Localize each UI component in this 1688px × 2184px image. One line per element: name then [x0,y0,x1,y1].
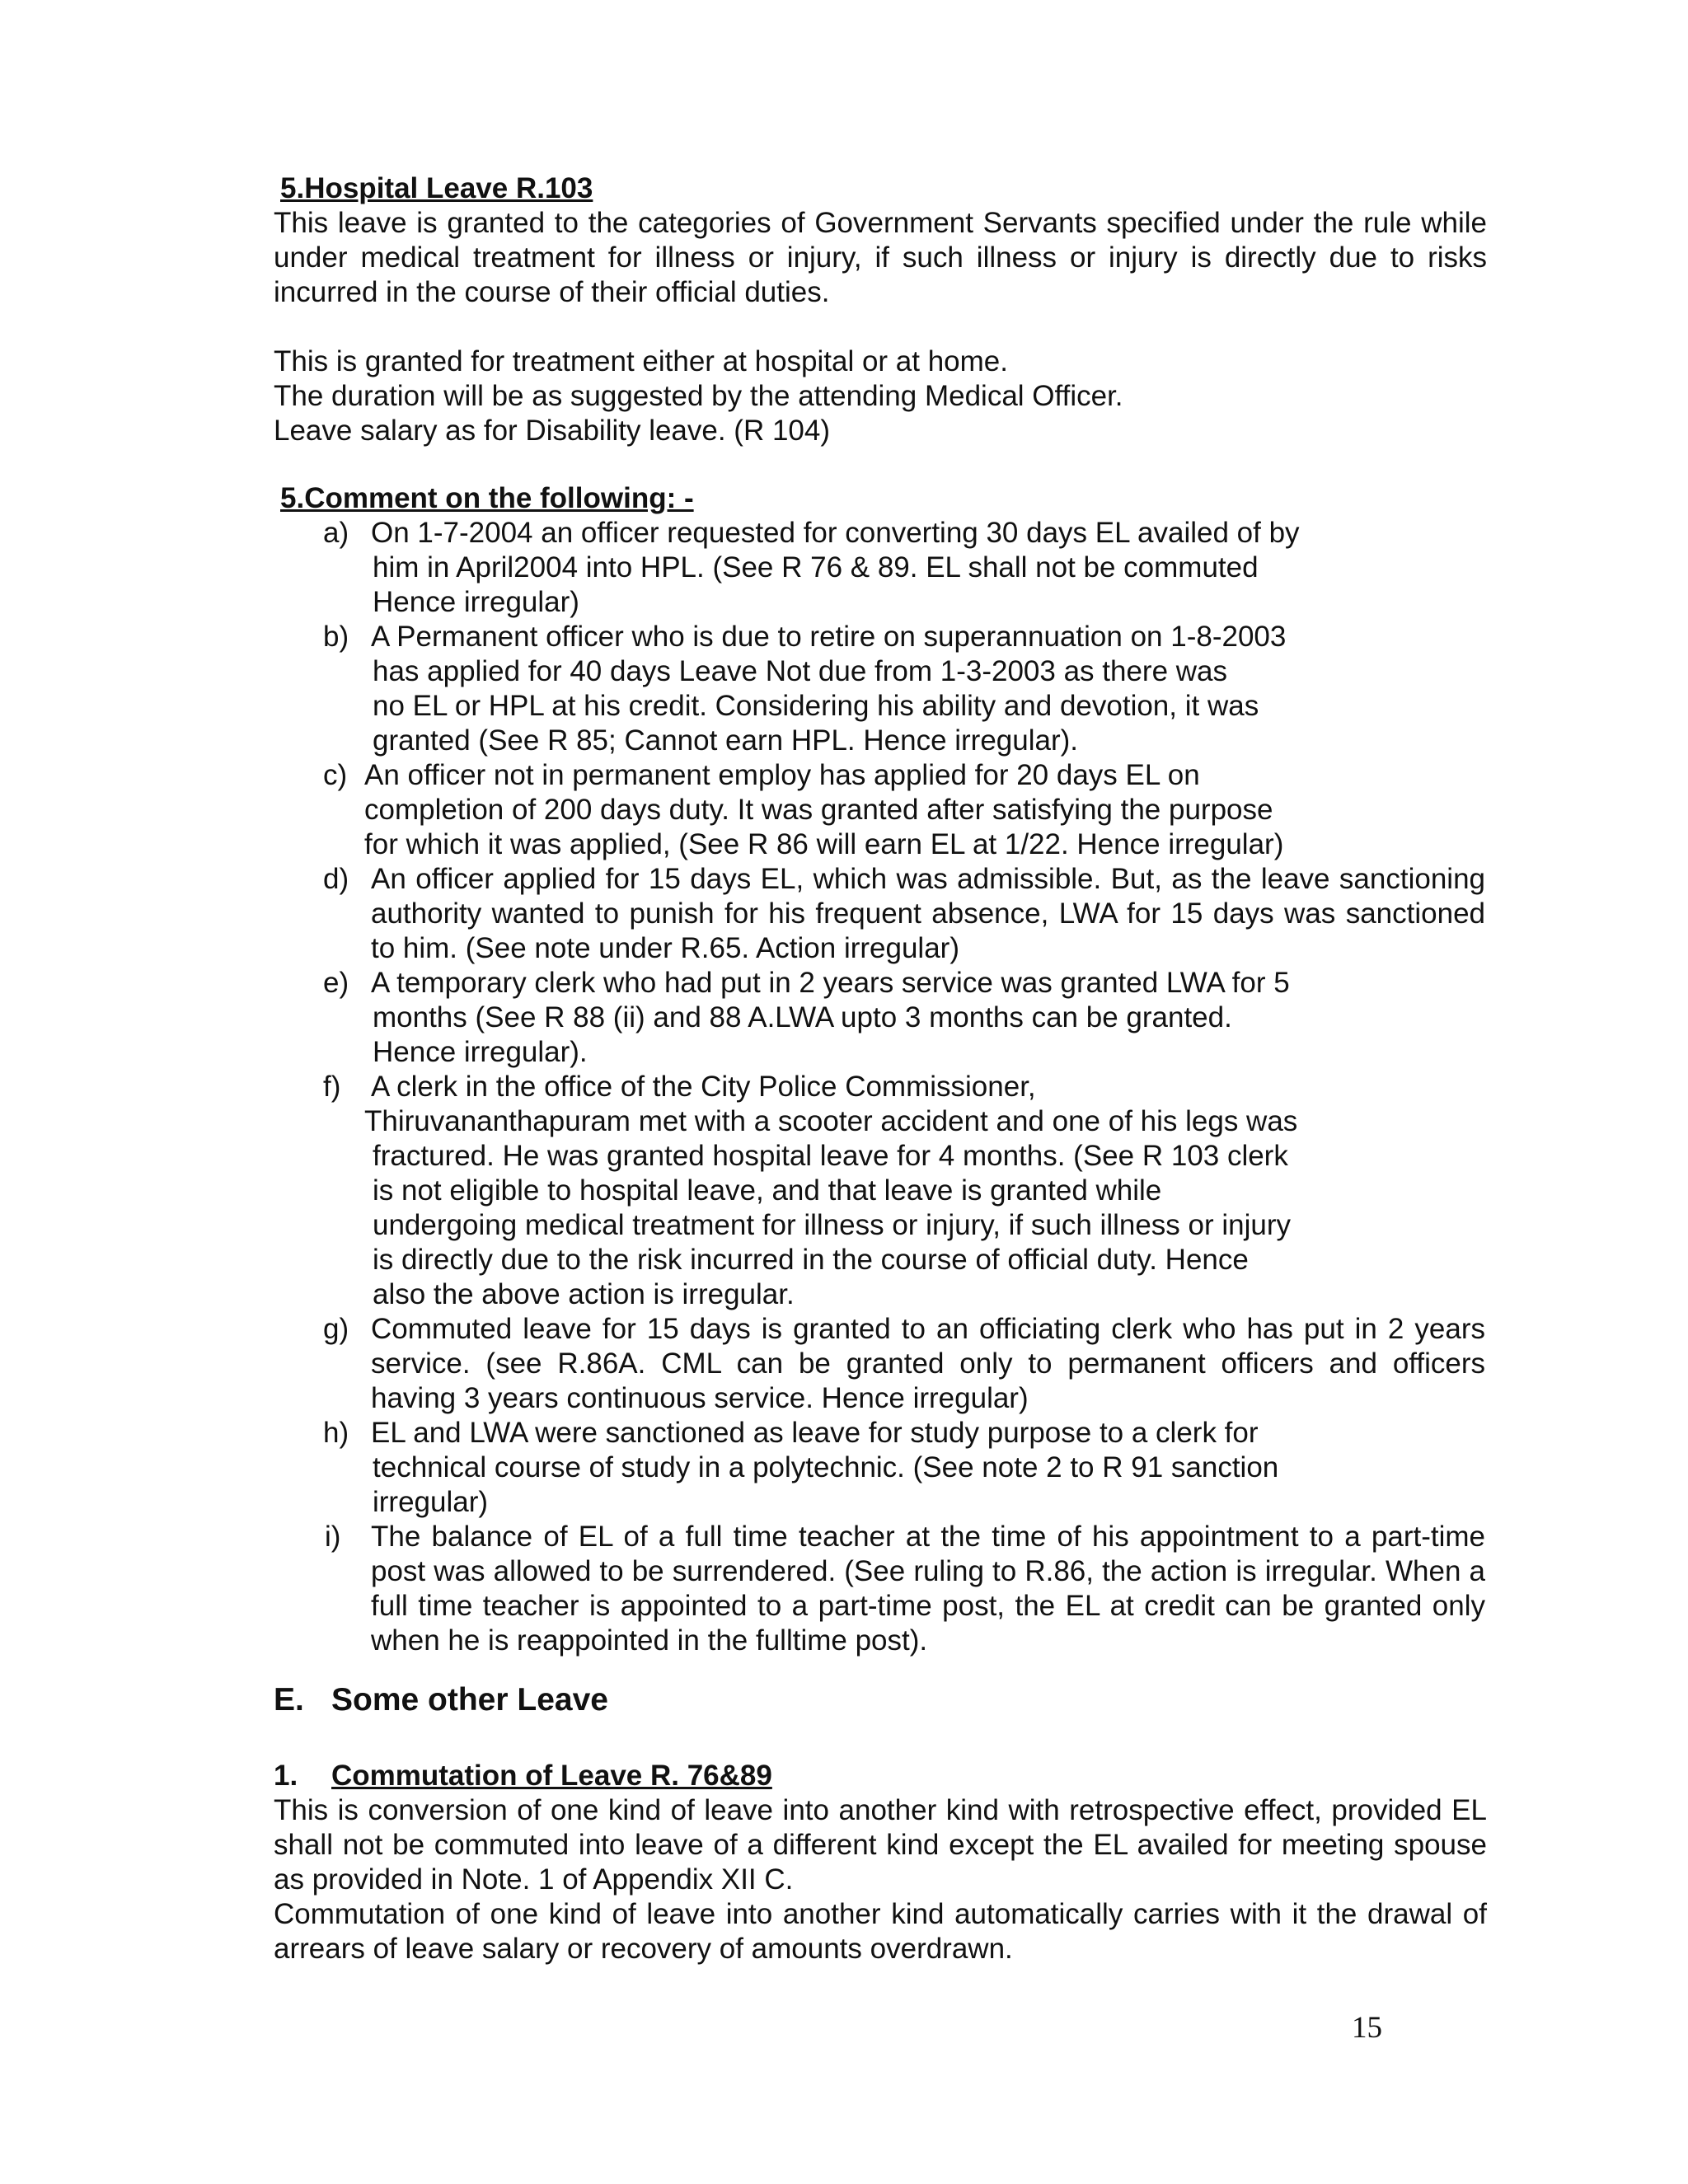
comment-item-line: also the above action is irregular. [373,1278,795,1310]
comment-item-line: technical course of study in a polytechnic. (See note 2 to R 91 sanction [373,1451,1279,1483]
commutation-title: Commutation of Leave R. 76&89 [331,1760,772,1792]
comment-item-line: has applied for 40 days Leave Not due from 1-3-2003 as there was [373,655,1228,687]
commutation-heading [274,1759,772,1793]
comment-item-line: is directly due to the risk incurred in the course of official duty. Hence [373,1244,1249,1276]
comment-item-text: The balance of EL of a full time teacher at the time of his appointment to a part-time post was allowed to be surrendered. (See ruling to R.86, the action is irregular. When a full time teacher is appointed to a part-time post, the EL at credit can be granted only when he is reappointed in the fulltime post). [371,1521,1485,1657]
hospital-leave-paragraph: This leave is granted to the categories of Government Servants specified under the rule while under medical treatment for illness or injury, if such illness or injury is directly due to risks incurred in the course of their official duties. [274,207,1487,308]
comment-item-text: An officer applied for 15 days EL, which was admissible. But, as the leave sanctioning authority wanted to punish for his frequent absence, LWA for 15 days was sanctioned to him. (See note under R.65. Action irregular) [371,863,1485,964]
comment-item-line: EL and LWA were sanctioned as leave for study purpose to a clerk for [371,1417,1259,1449]
comment-item-marker: e) [323,967,349,999]
comment-item-line: completion of 200 days duty. It was granted after satisfying the purpose [364,794,1273,826]
comment-item-marker: c) [323,759,348,791]
comment-item-line: him in April2004 into HPL. (See R 76 & 89. EL shall not be commuted [373,551,1259,583]
comment-item-line: A clerk in the office of the City Police Commissioner, [371,1071,1036,1103]
comment-item-line: no EL or HPL at his credit. Considering his ability and devotion, it was [373,690,1259,722]
comment-item-line: undergoing medical treatment for illness or injury, if such illness or injury [373,1209,1292,1241]
comment-item-text: Commuted leave for 15 days is granted to an officiating clerk who has put in 2 years service. (see R.86A. CML can be granted only to permanent officers and officers having 3 years continuous service. Hence irregular) [371,1313,1485,1414]
section-e-title: Some other Leave [331,1682,608,1718]
comment-item-marker: b) [323,621,349,653]
hospital-leave-heading: 5.Hospital Leave R.103 [280,172,593,204]
commutation-paragraph-2: Commutation of one kind of leave into another kind automatically carries with it the drawal of arrears of leave salary or recovery of amounts overdrawn. [274,1898,1487,1965]
comment-item-line: Hence irregular). [373,1036,588,1068]
page-number: 15 [1352,2011,1382,2045]
comment-item-line: On 1-7-2004 an officer requested for converting 30 days EL availed of by [371,517,1300,549]
comment-item-line: Thiruvananthapuram met with a scooter accident and one of his legs was [364,1105,1298,1137]
comment-item-line: A temporary clerk who had put in 2 years service was granted LWA for 5 [371,967,1290,999]
comment-item-line: is not eligible to hospital leave, and that leave is granted while [373,1174,1162,1207]
comment-item-marker: i) [325,1521,341,1553]
comment-item-line: fractured. He was granted hospital leave for 4 months. (See R 103 clerk [373,1140,1288,1172]
comment-item-marker: g) [323,1313,349,1345]
comment-item-marker: a) [323,517,349,549]
comment-item-line: irregular) [373,1486,489,1518]
comments-heading: 5.Comment on the following: - [280,482,694,514]
comment-item-line: Hence irregular) [373,586,579,618]
section-e-heading [274,1683,608,1718]
section-e-number: E. [274,1682,304,1718]
comment-item-marker: f) [323,1071,341,1103]
commutation-number: 1. [274,1760,298,1792]
comment-item-line: An officer not in permanent employ has applied for 20 days EL on [364,759,1200,791]
comment-item-line: granted (See R 85; Cannot earn HPL. Hence irregular). [373,724,1079,757]
comment-item-line: A Permanent officer who is due to retire on superannuation on 1-8-2003 [371,621,1287,653]
comment-item-line: months (See R 88 (ii) and 88 A.LWA upto 3 months can be granted. [373,1001,1232,1033]
comment-item-marker: h) [323,1417,349,1449]
hospital-leave-line-1: This is granted for treatment either at hospital or at home. [274,345,1008,377]
comment-item-line: for which it was applied, (See R 86 will earn EL at 1/22. Hence irregular) [364,828,1284,860]
hospital-leave-line-2: The duration will be as suggested by the attending Medical Officer. [274,380,1123,412]
comment-item-marker: d) [323,863,349,895]
commutation-paragraph-1: This is conversion of one kind of leave into another kind with retrospective effect, provided EL shall not be commuted into leave of a different kind except the EL availed for meeting spouse as provided in Note. 1 of Appendix XII C. [274,1794,1487,1896]
hospital-leave-line-3: Leave salary as for Disability leave. (R 104) [274,415,831,447]
